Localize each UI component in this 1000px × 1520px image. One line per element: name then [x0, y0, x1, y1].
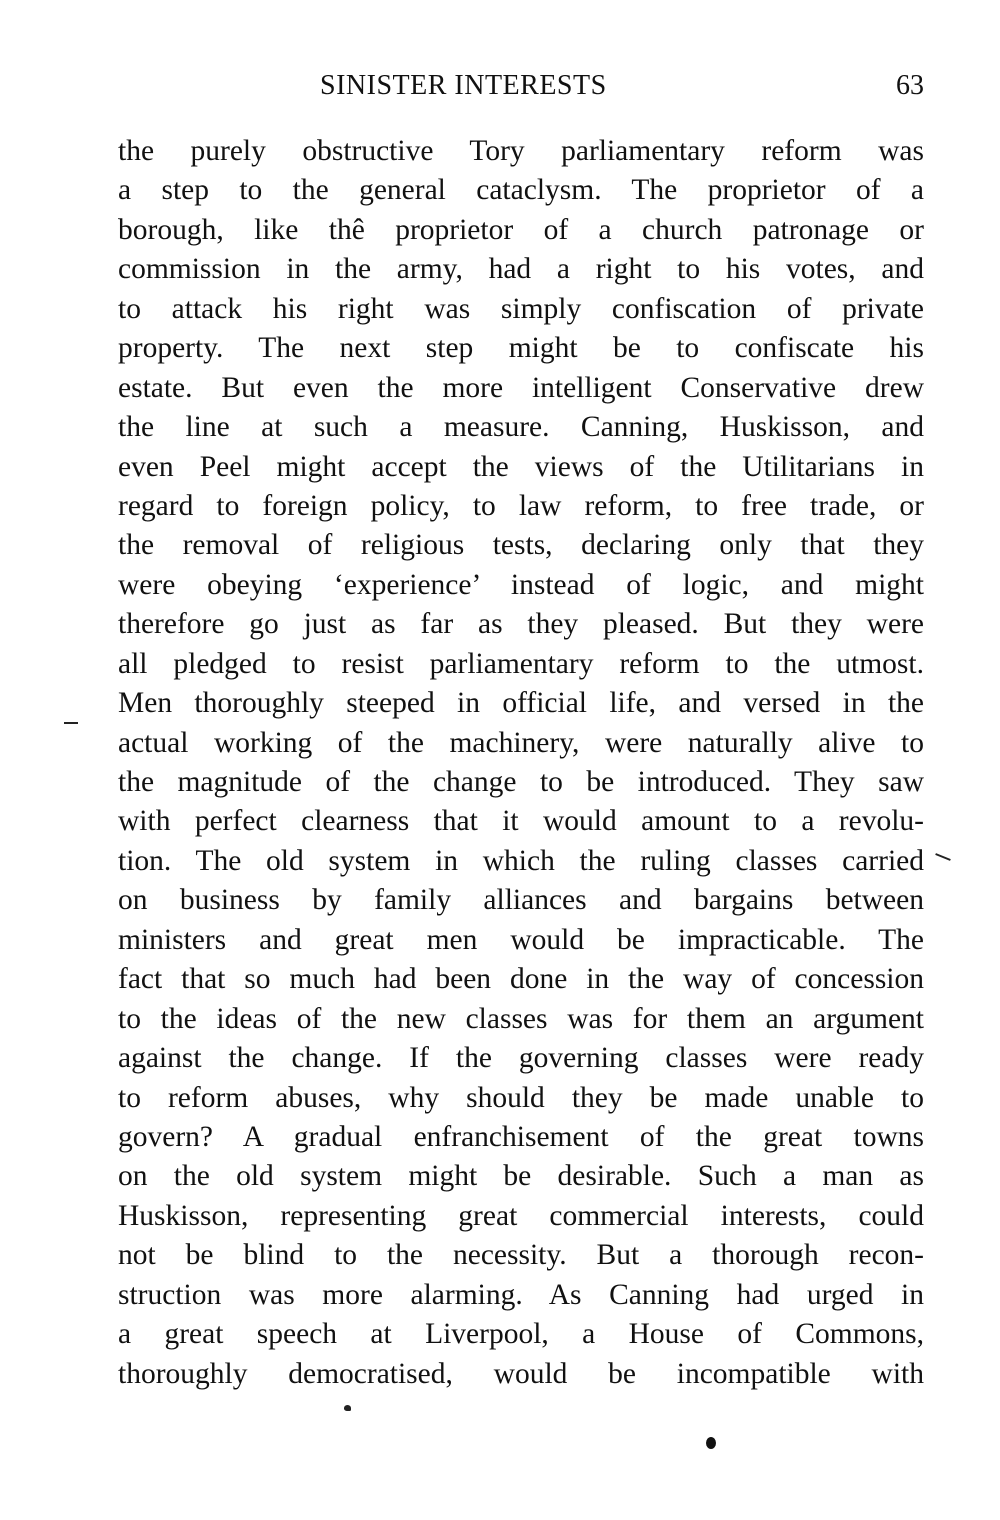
text-line: all pledged to resist parliamentary reform to the utmost.	[118, 647, 924, 680]
text-line: to reform abuses, why should they be made unable to	[118, 1081, 924, 1114]
text-line: even Peel might accept the views of the Utilitarians in	[118, 450, 924, 483]
text-line: therefore go just as far as they pleased. But they were	[118, 608, 924, 641]
text-line: Huskisson, representing great commercial interests, could	[118, 1199, 924, 1232]
text-line: were obeying ‘experience’ instead of logic, and might	[118, 568, 924, 601]
ink-dot-mark	[706, 1437, 716, 1449]
margin-dash-mark	[64, 722, 78, 724]
text-line: to attack his right was simply confiscation of private	[118, 292, 924, 325]
running-head	[118, 66, 924, 106]
text-line: a step to the general cataclysm. The proprietor of a	[118, 174, 924, 207]
text-line: fact that so much had been done in the way of concession	[118, 963, 924, 996]
text-line: property. The next step might be to confiscate his	[118, 332, 924, 365]
text-line: borough, like thê proprietor of a church patronage or	[118, 213, 924, 246]
text-line: govern? A gradual enfranchisement of the great towns	[118, 1120, 924, 1153]
text-line: thoroughly democratised, would be incompatible with	[118, 1357, 924, 1390]
text-line: on business by family alliances and bargains between	[118, 884, 924, 917]
text-line: a great speech at Liverpool, a House of Commons,	[118, 1318, 924, 1351]
text-line: on the old system might be desirable. Such a man as	[118, 1160, 924, 1193]
text-line: with perfect clearness that it would amount to a revolu-	[118, 805, 924, 838]
page-number: 63	[896, 70, 924, 101]
text-line: the removal of religious tests, declaring only that they	[118, 529, 924, 562]
text-line: estate. But even the more intelligent Conservative drew	[118, 371, 924, 404]
text-line: struction was more alarming. As Canning had urged in	[118, 1278, 924, 1311]
body-text	[118, 132, 924, 1394]
text-line: regard to foreign policy, to law reform, to free trade, or	[118, 489, 924, 522]
margin-tick-mark	[935, 853, 951, 861]
text-line: actual working of the machinery, were naturally alive to	[118, 726, 924, 759]
ink-speck-mark	[344, 1405, 351, 1411]
running-title: SINISTER INTERESTS	[320, 70, 607, 101]
text-line: not be blind to the necessity. But a thorough recon-	[118, 1239, 924, 1272]
text-line: tion. The old system in which the ruling classes carried	[118, 844, 924, 877]
text-line: to the ideas of the new classes was for them an argument	[118, 1002, 924, 1035]
text-line: Men thoroughly steeped in official life, and versed in the	[118, 687, 924, 720]
text-line: the purely obstructive Tory parliamentary reform was	[118, 135, 924, 167]
text-line: the line at such a measure. Canning, Huskisson, and	[118, 411, 924, 444]
text-line: commission in the army, had a right to his votes, and	[118, 253, 924, 286]
text-line: against the change. If the governing classes were ready	[118, 1042, 924, 1075]
text-line: the magnitude of the change to be introduced. They saw	[118, 766, 924, 798]
text-line: ministers and great men would be impracticable. The	[118, 923, 924, 956]
